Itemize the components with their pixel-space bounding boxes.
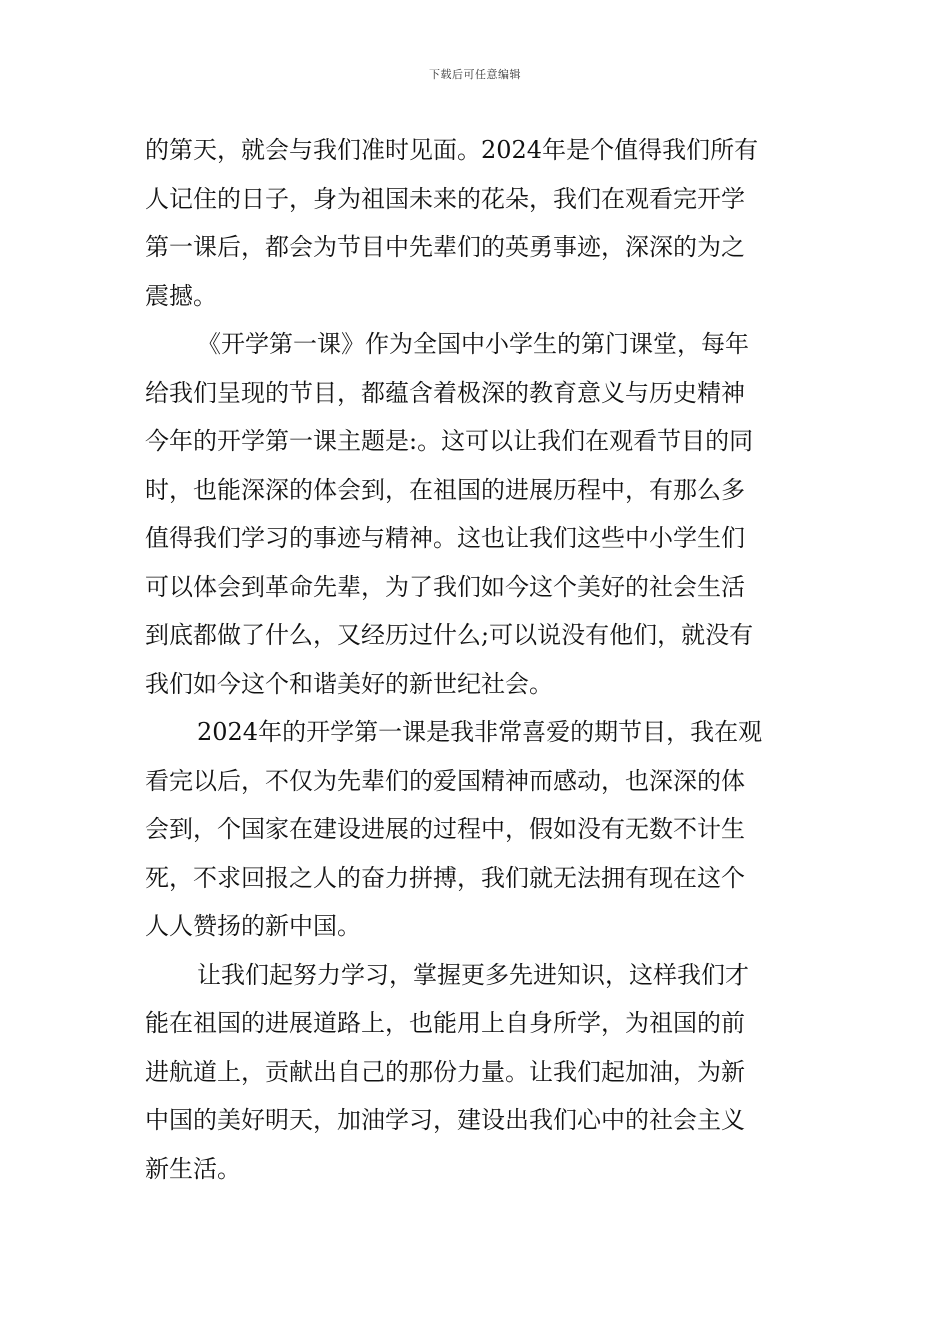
header-note: 下载后可任意编辑 xyxy=(429,68,521,81)
text-line: 人人赞扬的新中国。 xyxy=(145,912,361,940)
paragraph-first-line: 让我们起努力学习，掌握更多先进知识，这样我们才 xyxy=(197,960,749,989)
text-line: 中国的美好明天，加油学习，建设出我们心中的社会主义 xyxy=(145,1106,745,1134)
text-line: 时，也能深深的体会到，在祖国的进展历程中，有那么多 xyxy=(145,475,745,504)
text-line: 第一课后，都会为节目中先辈们的英勇事迹，深深的为之 xyxy=(145,233,745,261)
text-line: 值得我们学习的事迹与精神。这也让我们这些中小学生们 xyxy=(145,524,745,552)
text-line: 今年的开学第一课主题是:。这可以让我们在观看节目的同 xyxy=(145,427,754,455)
text-line: 我们如今这个和谐美好的新世纪社会。 xyxy=(145,669,553,698)
text-line: 人记住的日子，身为祖国未来的花朵，我们在观看完开学 xyxy=(145,184,745,213)
text-line: 震撼。 xyxy=(145,281,217,310)
body-text xyxy=(145,126,810,1193)
text-line: 能在祖国的进展道路上，也能用上自身所学，为祖国的前 xyxy=(145,1009,745,1037)
text-line: 会到，个国家在建设进展的过程中，假如没有无数不计生 xyxy=(145,815,745,843)
text-line: 进航道上，贡献出自己的那份力量。让我们起加油，为新 xyxy=(145,1057,745,1086)
text-line: 给我们呈现的节目，都蕴含着极深的教育意义与历史精神 xyxy=(145,378,745,407)
paragraph-first-line: 2024年的开学第一课是我非常喜爱的期节目，我在观 xyxy=(197,718,763,746)
text-line: 新生活。 xyxy=(145,1154,241,1183)
text-line: 可以体会到革命先辈，为了我们如今这个美好的社会生活 xyxy=(145,572,745,601)
text-line: 看完以后，不仅为先辈们的爱国精神而感动，也深深的体 xyxy=(145,766,745,795)
paragraph-first-line: 《开学第一课》作为全国中小学生的第门课堂，每年 xyxy=(197,330,749,358)
text-line: 的第天，就会与我们准时见面。2024年是个值得我们所有 xyxy=(145,136,759,164)
text-line: 到底都做了什么，又经历过什么;可以说没有他们，就没有 xyxy=(145,621,754,649)
text-line: 死，不求回报之人的奋力拼搏，我们就无法拥有现在这个 xyxy=(145,863,745,892)
